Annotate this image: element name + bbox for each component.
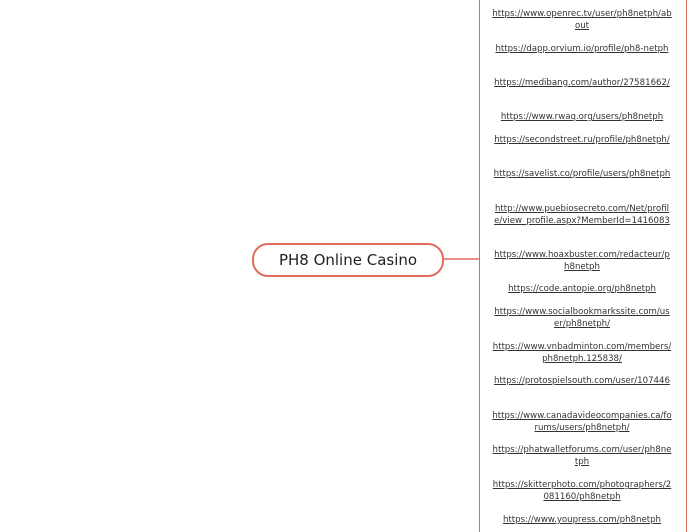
link-item[interactable]: https://www.youpress.com/ph8netph [502,515,662,525]
link-item[interactable]: https://secondstreet.ru/profile/ph8netph/ [494,135,670,145]
link-item[interactable]: https://www.rwaq.org/users/ph8netph [500,112,664,122]
link-item[interactable]: https://www.openrec.tv/user/ph8netph/about [492,9,672,31]
root-topic-label: PH8 Online Casino [278,251,418,269]
link-item[interactable]: https://medibang.com/author/27581662/ [494,78,670,88]
link-item[interactable]: https://skitterphoto.com/photographers/2081160/ph8netph [492,480,672,502]
link-item[interactable]: https://protospielsouth.com/user/107446 [494,376,670,386]
link-item[interactable]: https://www.vnbadminton.com/members/ph8netph.125838/ [492,342,672,364]
link-item[interactable]: https://phatwalletforums.com/user/ph8netph [492,445,672,467]
link-item[interactable]: https://www.socialbookmarkssite.com/user/ph8netph/ [494,307,670,329]
link-item[interactable]: https://dapp.orvium.io/profile/ph8-netph [495,44,669,54]
link-item[interactable]: https://code.antopie.org/ph8netph [508,284,656,294]
link-item[interactable]: https://www.canadavideocompanies.ca/forums/users/ph8netph/ [492,411,672,433]
link-item[interactable]: http://www.puebiosecreto.com/Net/profile/view_profile.aspx?MemberId=1416083 [494,204,670,226]
link-list-topic[interactable] [479,0,687,532]
root-topic[interactable] [252,243,444,277]
link-item[interactable]: https://savelist.co/profile/users/ph8netph [493,169,671,179]
link-item[interactable]: https://www.hoaxbuster.com/redacteur/ph8netph [494,250,670,272]
